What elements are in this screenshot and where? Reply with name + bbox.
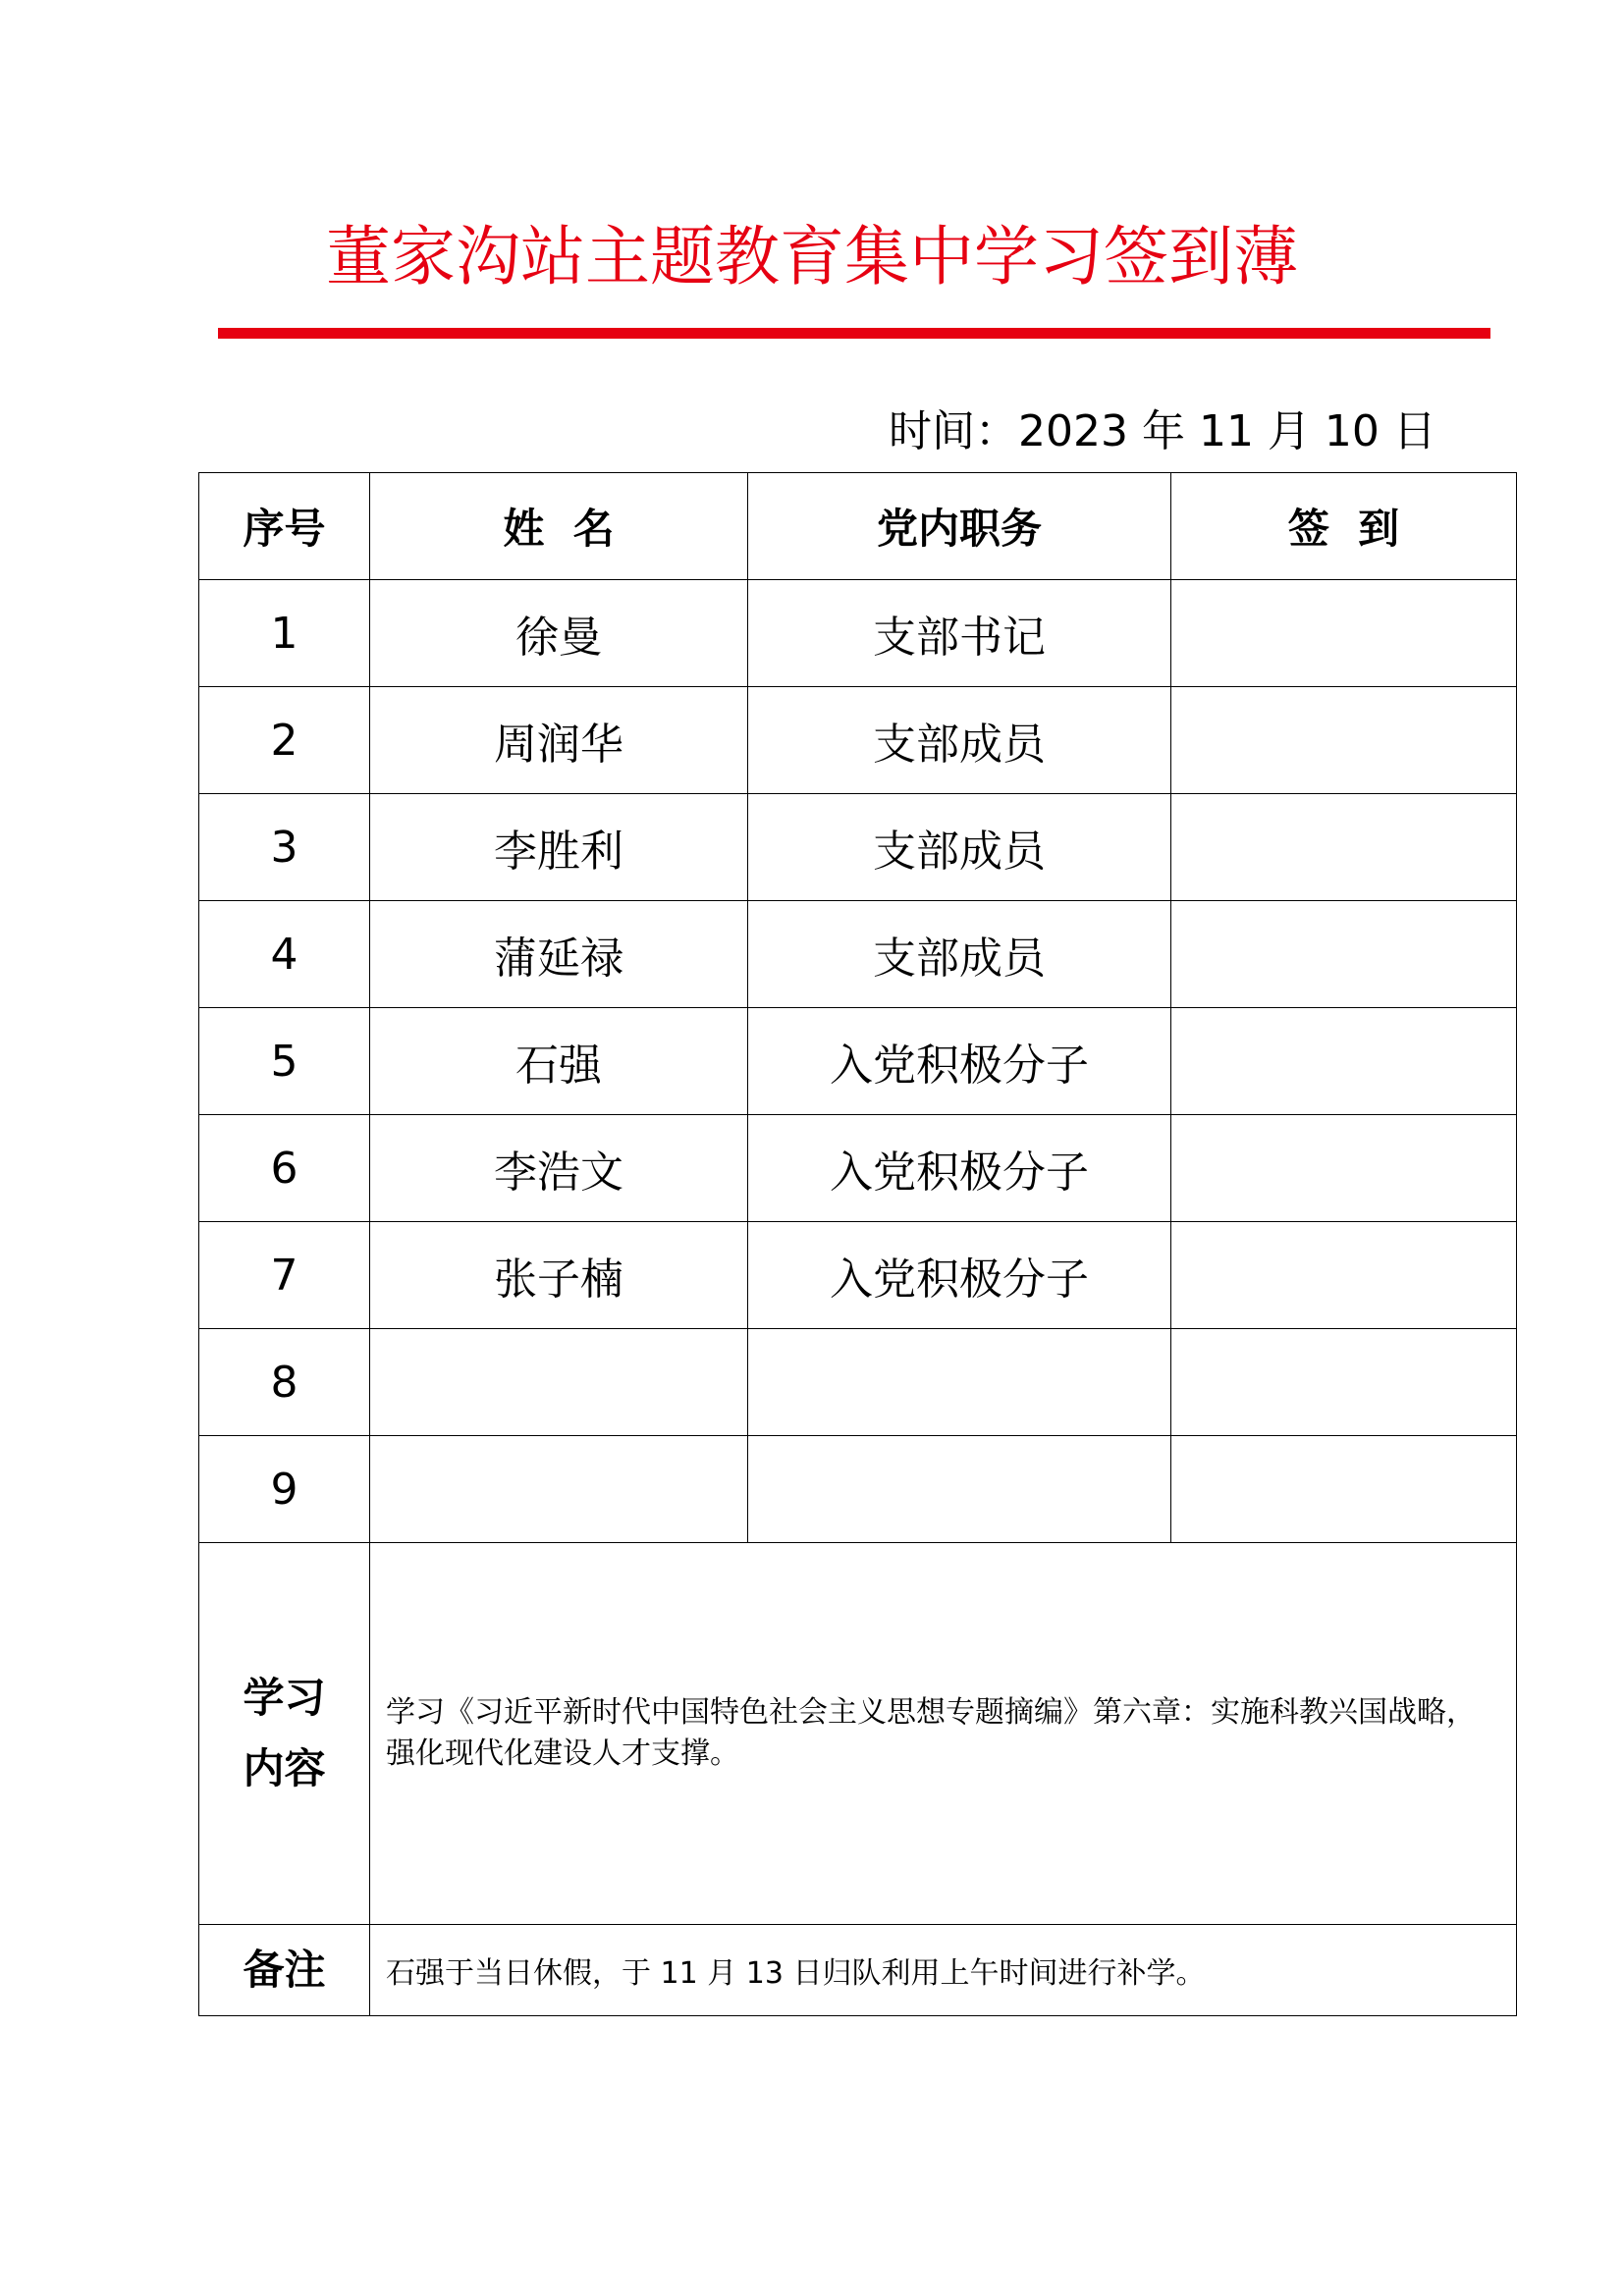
table-header-row <box>199 473 1517 580</box>
study-content-label <box>199 1543 370 1925</box>
remark-row <box>199 1925 1517 2016</box>
row-index: 5 <box>199 1008 370 1115</box>
row-name: 石强 <box>370 1008 748 1115</box>
header-position: 党内职务 <box>748 473 1171 580</box>
row-index: 9 <box>199 1436 370 1543</box>
document-title: 董家沟站主题教育集中学习签到薄 <box>326 219 1298 294</box>
row-sign-cell[interactable] <box>1171 687 1517 794</box>
row-index: 8 <box>199 1329 370 1436</box>
row-sign-cell[interactable] <box>1171 1115 1517 1222</box>
table-row <box>199 1008 1517 1115</box>
row-index: 7 <box>199 1222 370 1329</box>
row-position <box>748 1329 1171 1436</box>
row-name: 蒲延禄 <box>370 901 748 1008</box>
row-index: 4 <box>199 901 370 1008</box>
study-content-row <box>199 1543 1517 1925</box>
row-name: 张子楠 <box>370 1222 748 1329</box>
header-sign: 签 到 <box>1171 473 1517 580</box>
row-position: 支部书记 <box>748 580 1171 687</box>
table-row <box>199 1115 1517 1222</box>
meeting-date: 时间：2023 年 11 月 10 日 <box>889 406 1436 456</box>
table-row <box>199 794 1517 901</box>
row-sign-cell[interactable] <box>1171 901 1517 1008</box>
row-name: 李胜利 <box>370 794 748 901</box>
study-label-line1: 学习 <box>243 1674 326 1722</box>
row-sign-cell[interactable] <box>1171 1008 1517 1115</box>
row-sign-cell[interactable] <box>1171 1329 1517 1436</box>
sign-in-table <box>198 472 1517 2016</box>
row-name: 李浩文 <box>370 1115 748 1222</box>
remark-text: 石强于当日休假，于 11 月 13 日归队利用上午时间进行补学。 <box>370 1925 1517 2016</box>
title-divider <box>218 328 1490 339</box>
remark-label: 备注 <box>199 1925 370 2016</box>
row-position: 支部成员 <box>748 794 1171 901</box>
table-row <box>199 1436 1517 1543</box>
table-row <box>199 1329 1517 1436</box>
table-row <box>199 901 1517 1008</box>
row-sign-cell[interactable] <box>1171 1222 1517 1329</box>
row-sign-cell[interactable] <box>1171 1436 1517 1543</box>
study-label-line2: 内容 <box>243 1744 326 1792</box>
row-position: 入党积极分子 <box>748 1222 1171 1329</box>
table-row <box>199 580 1517 687</box>
row-position: 支部成员 <box>748 901 1171 1008</box>
row-sign-cell[interactable] <box>1171 794 1517 901</box>
header-index: 序号 <box>199 473 370 580</box>
row-name <box>370 1329 748 1436</box>
study-content-text: 学习《习近平新时代中国特色社会主义思想专题摘编》第六章：实施科教兴国战略，强化现代化建设人才支撑。 <box>370 1543 1517 1925</box>
row-position: 入党积极分子 <box>748 1115 1171 1222</box>
header-name: 姓 名 <box>370 473 748 580</box>
row-index: 3 <box>199 794 370 901</box>
row-sign-cell[interactable] <box>1171 580 1517 687</box>
row-index: 1 <box>199 580 370 687</box>
row-name: 徐曼 <box>370 580 748 687</box>
row-position: 入党积极分子 <box>748 1008 1171 1115</box>
row-index: 2 <box>199 687 370 794</box>
row-name <box>370 1436 748 1543</box>
row-index: 6 <box>199 1115 370 1222</box>
row-position: 支部成员 <box>748 687 1171 794</box>
row-name: 周润华 <box>370 687 748 794</box>
table-row <box>199 687 1517 794</box>
row-position <box>748 1436 1171 1543</box>
table-row <box>199 1222 1517 1329</box>
